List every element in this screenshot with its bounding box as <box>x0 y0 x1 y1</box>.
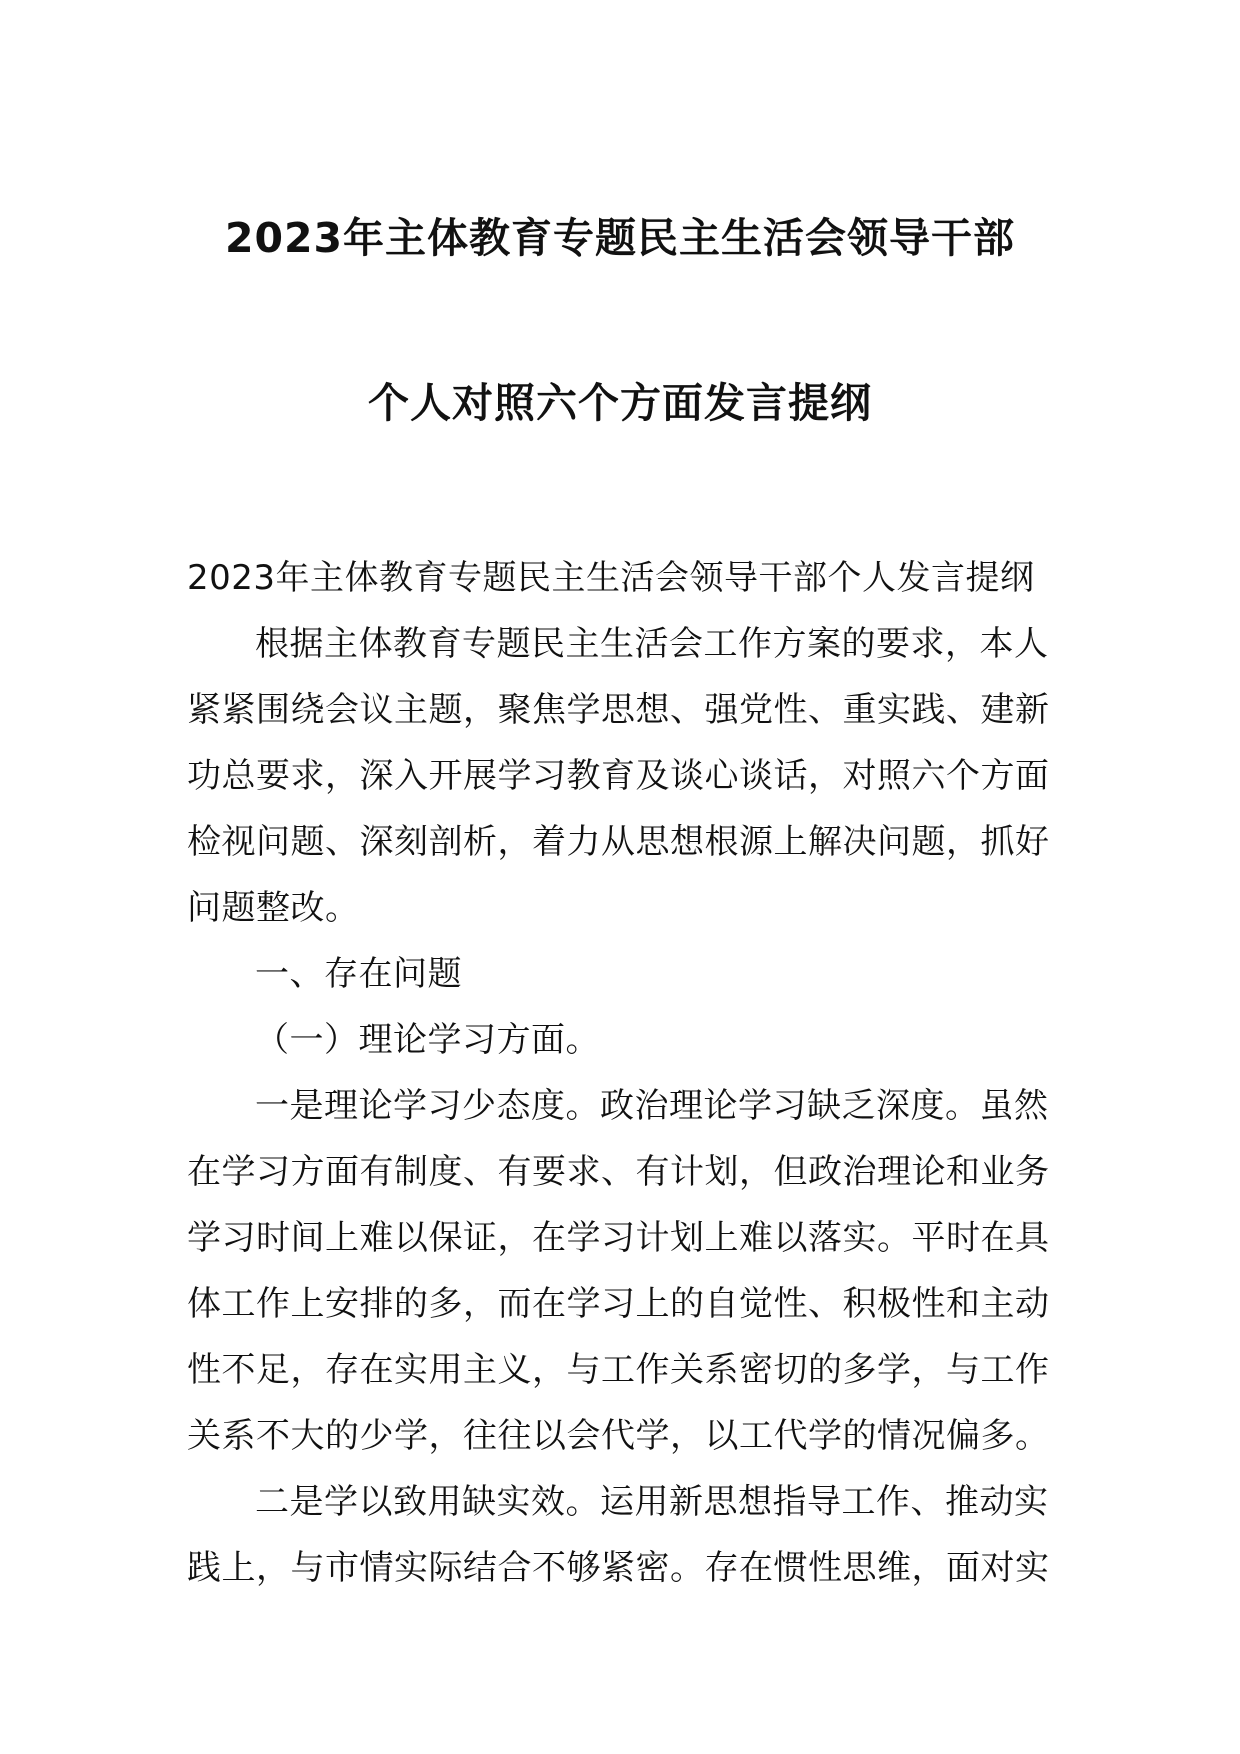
paragraph-line: 检视问题、深刻剖析，着力从思想根源上解决问题，抓好 <box>187 822 1050 862</box>
paragraph-line: 问题整改。 <box>187 888 360 928</box>
document-body <box>187 545 1067 1601</box>
paragraph-line: 一是理论学习少态度。政治理论学习缺乏深度。虽然 <box>255 1086 1049 1126</box>
paragraph-line: 根据主体教育专题民主生活会工作方案的要求，本人 <box>255 624 1049 664</box>
paragraph-line: 在学习方面有制度、有要求、有计划，但政治理论和业务 <box>187 1152 1050 1192</box>
paragraph-line: 功总要求，深入开展学习教育及谈心谈话，对照六个方面 <box>187 756 1050 796</box>
section-heading: 一、存在问题 <box>255 954 462 994</box>
subtitle-line: 2023年主体教育专题民主生活会领导干部个人发言提纲 <box>187 558 1035 598</box>
paragraph-line: 紧紧围绕会议主题，聚焦学思想、强党性、重实践、建新 <box>187 690 1050 730</box>
paragraph-line: 学习时间上难以保证，在学习计划上难以落实。平时在具 <box>187 1218 1050 1258</box>
document-title-line-1: 2023年主体教育专题民主生活会领导干部 <box>224 214 1016 262</box>
paragraph-line: 践上，与市情实际结合不够紧密。存在惯性思维，面对实 <box>187 1548 1050 1588</box>
document-title-line-2: 个人对照六个方面发言提纲 <box>368 379 872 427</box>
paragraph-line: 关系不大的少学，往往以会代学，以工代学的情况偏多。 <box>187 1416 1050 1456</box>
paragraph-line: 性不足，存在实用主义，与工作关系密切的多学，与工作 <box>187 1350 1050 1390</box>
paragraph-line: 二是学以致用缺实效。运用新思想指导工作、推动实 <box>255 1482 1049 1522</box>
subsection-heading: （一）理论学习方面。 <box>255 1020 600 1060</box>
paragraph-line: 体工作上安排的多，而在学习上的自觉性、积极性和主动 <box>187 1284 1050 1324</box>
